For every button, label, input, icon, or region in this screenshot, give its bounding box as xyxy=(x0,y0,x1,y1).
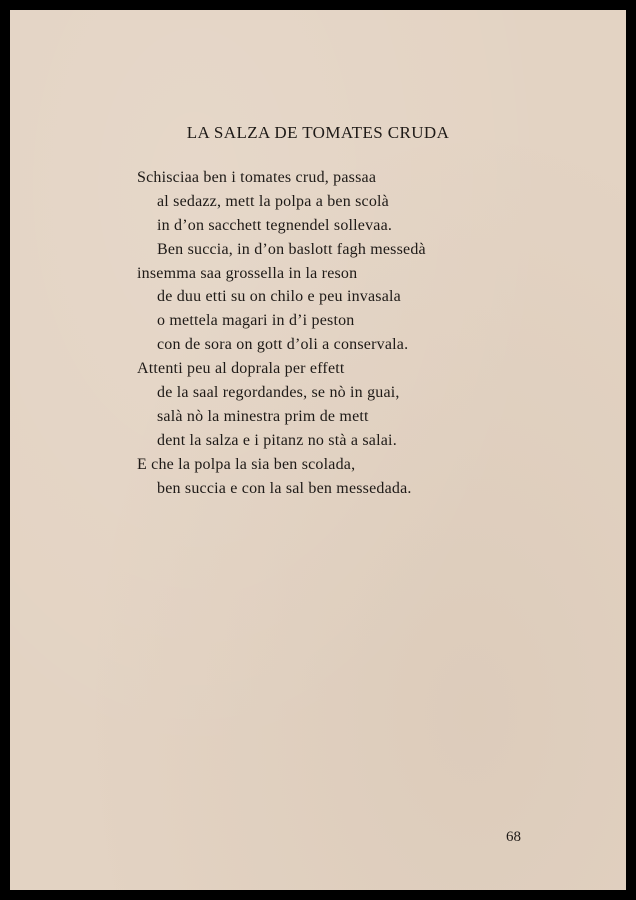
poem-line: Ben succia, in d’on baslott fagh messedà xyxy=(157,240,426,258)
page-number: 68 xyxy=(506,829,521,845)
poem-line: Attenti peu al doprala per effett xyxy=(137,360,345,378)
poem-line: ben succia e con la sal ben messedada. xyxy=(157,479,412,497)
poem-line: salà nò la minestra prim de mett xyxy=(157,407,369,425)
poem-line: dent la salza e i pitanz no stà a salai. xyxy=(157,431,397,449)
poem-line: de duu etti su on chilo e peu invasala xyxy=(157,288,401,306)
poem-line: in d’on sacchett tegnendel sollevaa. xyxy=(157,216,393,234)
poem-line: de la saal regordandes, se nò in guai, xyxy=(157,384,400,402)
book-page xyxy=(10,10,626,890)
poem-line: E che la polpa la sia ben scolada, xyxy=(137,455,356,473)
poem-line: al sedazz, mett la polpa a ben scolà xyxy=(157,192,389,210)
poem-line: insemma saa grossella in la reson xyxy=(137,264,358,282)
poem-body xyxy=(137,166,607,500)
poem-line: o mettela magari in d’i peston xyxy=(157,312,355,330)
poem-title: LA SALZA DE TOMATES CRUDA xyxy=(186,123,450,142)
poem-line: con de sora on gott d’oli a conservala. xyxy=(157,336,409,354)
poem-line: Schisciaa ben i tomates crud, passaa xyxy=(137,169,377,186)
